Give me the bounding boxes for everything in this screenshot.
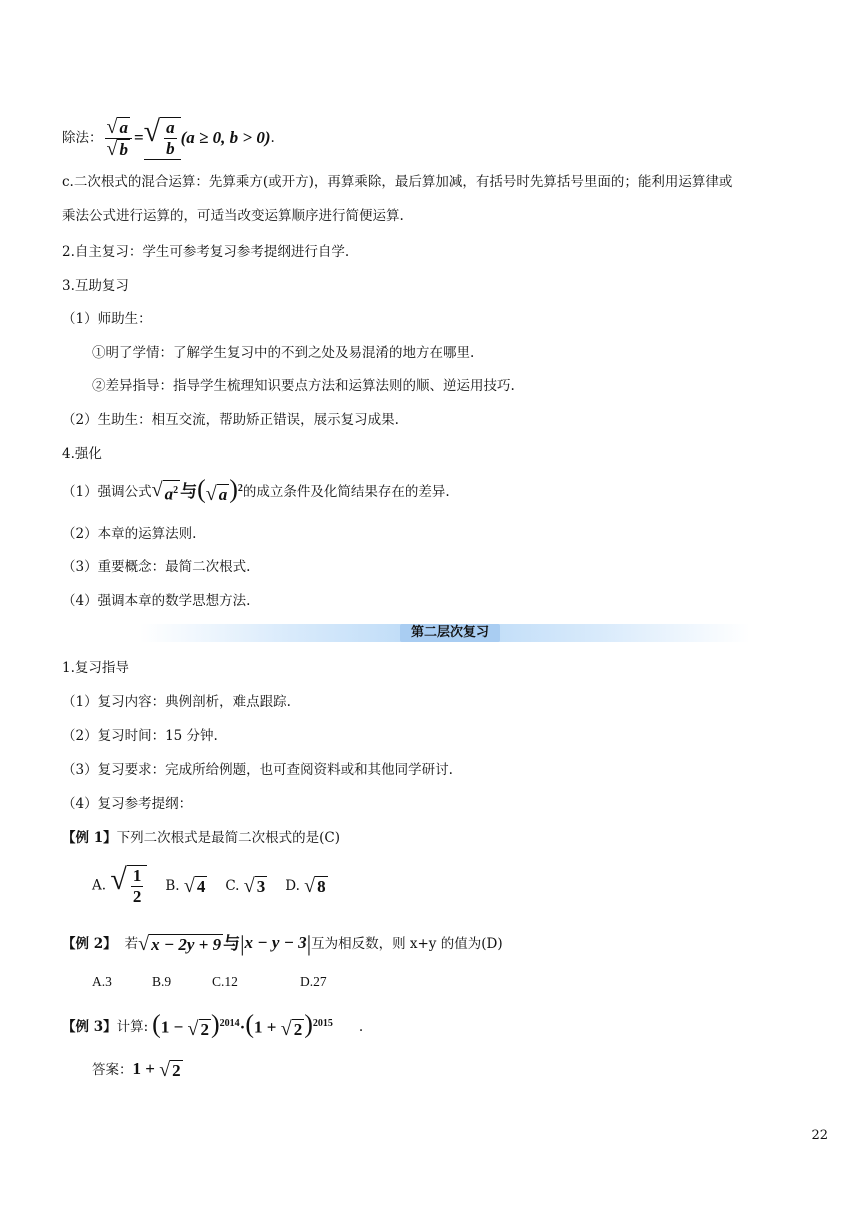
understand-situation: ①明了学情：了解学生复习中的不到之处及易混淆的地方在哪里.	[92, 345, 475, 361]
sqrt-a-squared-paren: ( √ a )$^2$	[197, 475, 243, 505]
example-2-suffix: 互为相反数，则 x+y 的值为(D)	[311, 936, 503, 952]
review-content: （1）复习内容：典例剖析，难点跟踪.	[62, 694, 291, 710]
review-time: （2）复习时间：15 分钟.	[62, 728, 218, 744]
example-2-tag: 【例 2】	[62, 936, 117, 952]
review-requirement: （3）复习要求：完成所给例题，也可查阅资料或和其他同学研讨.	[62, 762, 453, 778]
formula-prefix: （1）强调公式	[62, 484, 152, 500]
exponent-1: 2014	[219, 1018, 240, 1030]
review-outline: （4）复习参考提纲：	[62, 796, 193, 812]
section-banner-label: 第二层次复习	[400, 624, 500, 642]
ex2-option-d: D.27	[300, 974, 327, 989]
example-3-period: .	[358, 1019, 364, 1035]
formula-and: 与	[180, 482, 198, 501]
example-2	[62, 932, 503, 956]
option-b: B. √ 4	[165, 874, 206, 897]
division-label: 除法：	[62, 130, 103, 146]
division-radical: √ $\frac{a}{b}$	[144, 117, 181, 160]
self-review: 2.自主复习：学生可参考复习参考提纲进行自学.	[62, 244, 350, 260]
math-thinking: （4）强调本章的数学思想方法.	[62, 593, 251, 609]
option-d: D. √ 8	[285, 874, 326, 897]
division-period: .	[270, 130, 275, 146]
division-line	[62, 114, 275, 161]
ex2-option-a: A.3	[92, 974, 112, 989]
ex2-option-b: B.9	[152, 974, 172, 989]
review-guide-heading: 1.复习指导	[62, 660, 129, 676]
sqrt-a-squared: √ $a^2$	[151, 478, 179, 504]
mixed-ops-line2: 乘法公式进行运算的，可适当改变运算顺序进行简便运算.	[62, 208, 404, 224]
example-2-options	[92, 972, 327, 992]
key-concept: （3）重要概念：最简二次根式.	[62, 559, 251, 575]
reinforce-heading: 4.强化	[62, 446, 102, 462]
mixed-ops-line1: c.二次根式的混合运算：先算乘方(或开方)，再算乘除，最后算加减，有括号时先算括号里面的；能利用运算律或	[62, 174, 733, 190]
example-3-expr: (1 − √ 2 )$^{2014}$·(1 + √ 2 )$^{2015}$	[152, 1010, 333, 1040]
peer-help: （2）生助生：相互交流，帮助矫正错误，展示复习成果.	[62, 412, 399, 428]
answer-line	[92, 1056, 183, 1084]
formula-suffix: 的成立条件及化简结果存在的差异.	[242, 484, 450, 500]
example-2-abs: |x − y − 3|	[240, 931, 312, 957]
exponent-2: 2015	[312, 1018, 333, 1030]
example-3	[62, 1010, 363, 1044]
example-2-prefix: 若	[124, 936, 139, 952]
example-2-radical: √ x − 2y + 9	[138, 932, 222, 955]
difference-guidance: ②差异指导：指导学生梳理知识要点方法和运算法则的顺、逆运用技巧.	[92, 378, 515, 394]
example-2-and: 与	[223, 934, 241, 953]
division-fraction: √ a √ b	[105, 116, 132, 160]
ex2-option-c: C.12	[212, 974, 238, 989]
option-c: C. √ 3	[225, 874, 266, 897]
chapter-rules: （2）本章的运算法则.	[62, 526, 197, 542]
answer-value: 1 + √ 2	[132, 1058, 181, 1081]
example-3-tag: 【例 3】	[62, 1019, 117, 1035]
equals-sign: =	[133, 128, 144, 147]
option-a: A. √ $\frac{1}{2}$	[92, 865, 147, 907]
example-1-text: 下列二次根式是最简二次根式的是(C)	[116, 830, 340, 846]
example-1	[62, 828, 340, 848]
example-1-tag: 【例 1】	[62, 830, 117, 846]
example-3-text: 计算:	[116, 1019, 149, 1035]
example-1-options	[92, 862, 346, 910]
division-condition: (a ≥ 0, b > 0)	[180, 128, 271, 147]
page-number: 22	[811, 1128, 828, 1143]
mutual-review-heading: 3.互助复习	[62, 278, 129, 294]
formula-emphasis	[62, 474, 450, 510]
answer-label: 答案：	[92, 1062, 133, 1078]
teacher-help: （1）师助生：	[62, 311, 152, 327]
